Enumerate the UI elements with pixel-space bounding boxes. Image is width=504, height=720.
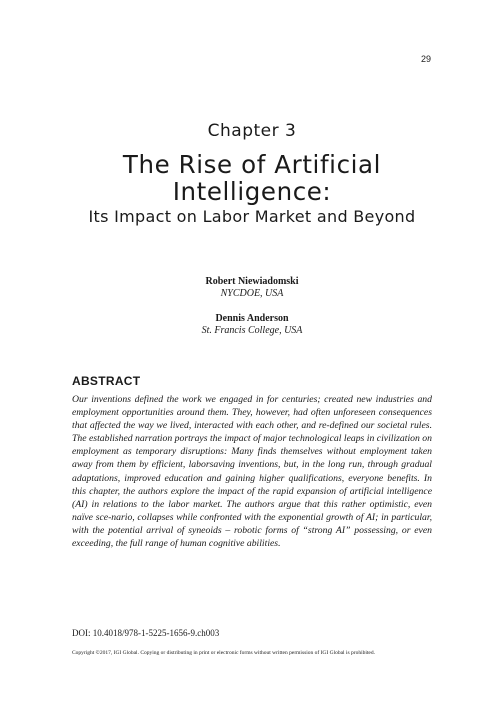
chapter-label: Chapter 3 — [207, 121, 297, 141]
author-block — [0, 276, 504, 300]
page-number: 29 — [420, 54, 431, 64]
author-affiliation: St. Francis College, USA — [201, 325, 303, 336]
author-name: Robert Niewiadomski — [205, 276, 299, 287]
doi-line: DOI: 10.4018/978-1-5225-1656-9.ch003 — [72, 628, 220, 638]
chapter-title: The Rise of Artificial Intelligence: — [122, 150, 382, 206]
author-affiliation: NYCDOE, USA — [220, 288, 284, 299]
abstract-heading: ABSTRACT — [72, 374, 141, 388]
chapter-subtitle: Its Impact on Labor Market and Beyond — [88, 207, 416, 226]
copyright-notice: Copyright ©2017, IGI Global. Copying or distributing in print or electronic forms without written permission of IGI Global is prohibited. — [72, 650, 375, 656]
abstract-body: Our inventions defined the work we engaged in for centuries; created new industries and employment opportunities around them. They, however, had often unforeseen consequences that affected the way we lived, interacted with each other, and re-defined our societal rules. The established narration portrays the impact of major technological leaps in civilization on employment as temporary disruptions: Many finds themselves without employment taken away from them by efficient, laborsaving inventions, but, in the long run, through gradual adaptations, improved education and gaining higher qualifications, everyone benefits. In this chapter, the authors explore the impact of the rapid expansion of artificial intelligence (AI) in relations to the labor market. The authors argue that this rather optimistic, even naïve sce-nario, collapses while confronted with the exponential growth of AI; in particular, with the potential arrival of syneoids – robotic forms of “strong AI” possessing, or even exceeding, the full range of human cognitive abilities. — [72, 394, 432, 550]
author-name: Dennis Anderson — [215, 313, 289, 324]
author-block — [0, 313, 504, 337]
